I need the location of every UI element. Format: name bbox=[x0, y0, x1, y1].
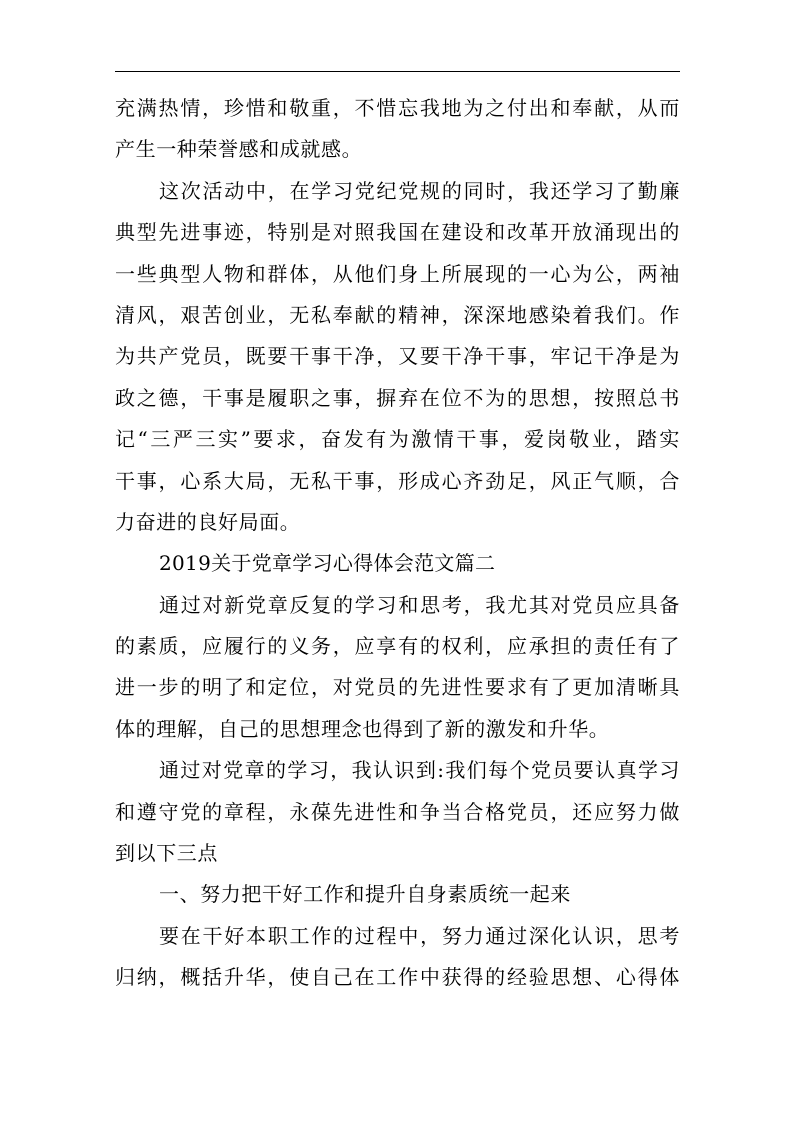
text-line: 体的理解，自己的思想理念也得到了新的激发和升华。 bbox=[115, 716, 610, 741]
text-line: 清风，艰苦创业，无私奉献的精神，深深地感染着我们。作 bbox=[115, 302, 680, 327]
text-line: 为共产党员，既要干事干净，又要干净干事，牢记干净是为 bbox=[115, 344, 680, 369]
text-line: 记“三严三实”要求，奋发有为激情干事，爱岗敬业，踏实 bbox=[115, 427, 680, 452]
text-line: 归纳，概括升华，使自己在工作中获得的经验思想、心得体 bbox=[115, 965, 680, 990]
text-line: 和遵守党的章程，永葆先进性和争当合格党员，还应努力做 bbox=[115, 799, 680, 824]
paragraph-start-line: 这次活动中，在学习党纪党规的同时，我还学习了勤廉 bbox=[159, 178, 680, 203]
paragraph-start-line: 通过对党章的学习，我认识到:我们每个党员要认真学习 bbox=[159, 758, 680, 783]
text-line: 政之德，干事是履职之事，摒弃在位不为的思想，按照总书 bbox=[115, 385, 680, 410]
paragraph-start-line: 通过对新党章反复的学习和思考，我尤其对党员应具备 bbox=[159, 592, 680, 617]
text-line: 充满热情，珍惜和敬重，不惜忘我地为之付出和奉献，从而 bbox=[115, 96, 680, 120]
text-line: 力奋进的良好局面。 bbox=[115, 509, 301, 534]
text-line: 产生一种荣誉感和成就感。 bbox=[115, 137, 363, 162]
text-line: 进一步的明了和定位，对党员的先进性要求有了更加清晰具 bbox=[115, 675, 680, 700]
header-rule bbox=[115, 71, 680, 72]
body-text bbox=[115, 88, 680, 999]
text-line: 干事，心系大局，无私干事，形成心齐劲足，风正气顺，合 bbox=[115, 468, 680, 493]
text-line: 一些典型人物和群体，从他们身上所展现的一心为公，两袖 bbox=[115, 261, 680, 286]
text-line: 的素质，应履行的义务，应享有的权利，应承担的责任有了 bbox=[115, 634, 680, 659]
text-line: 到以下三点 bbox=[115, 841, 218, 866]
section-title: 2019关于党章学习心得体会范文篇二 bbox=[159, 551, 496, 576]
paragraph-start-line: 要在干好本职工作的过程中，努力通过深化认识，思考 bbox=[159, 923, 680, 948]
section-heading: 一、努力把干好工作和提升自身素质统一起来 bbox=[159, 882, 571, 907]
text-line: 典型先进事迹，特别是对照我国在建设和改革开放涌现出的 bbox=[115, 220, 680, 245]
